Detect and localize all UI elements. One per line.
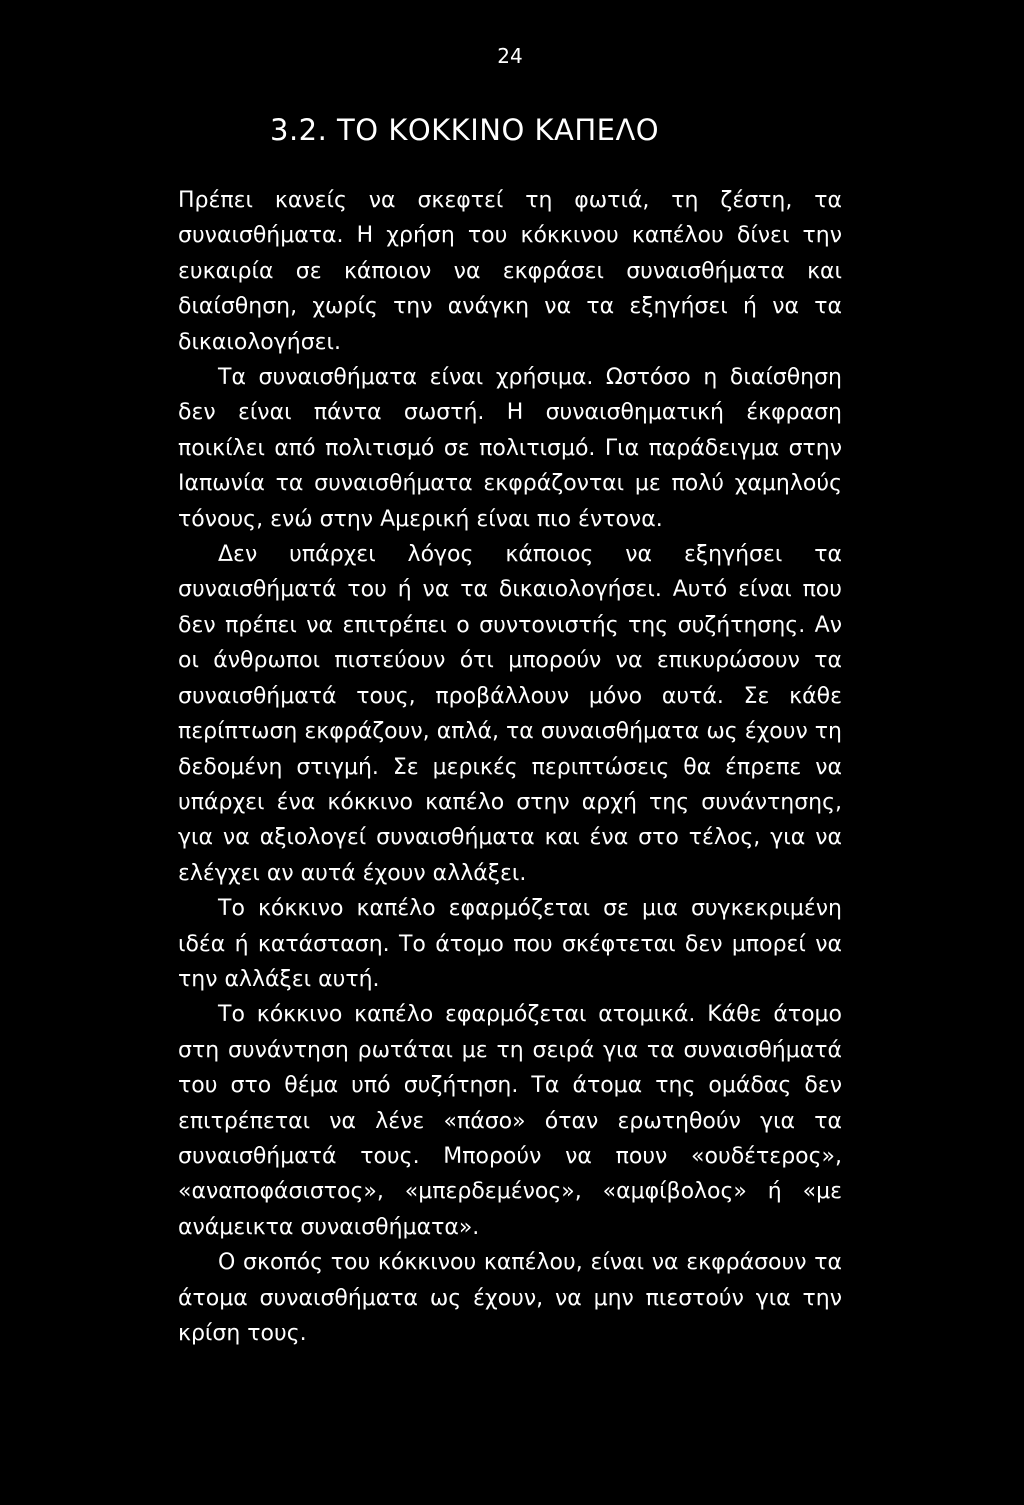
page-number: 24 [497,44,523,68]
paragraph: Το κόκκινο καπέλο εφαρμόζεται ατομικά. Κάθε άτομο στη συνάντηση ρωτάται με τη σειρά για τα συναισθήματά του στο θέμα υπό συζήτηση. Τα άτομα της ομάδας δεν επιτρέπεται να λένε «πάσο» όταν ερωτηθούν για τα συναισθήματά τους. Μπορούν να πουν «ουδέτερος», «αναποφάσιστος», «μπερδεμένος», «αμφίβολος» ή «με ανάμεικτα συναισθήματα». [178,1002,842,1240]
paragraph: Ο σκοπός του κόκκινου καπέλου, είναι να εκφράσουν τα άτομα συναισθήματα ως έχουν, να μην πιεστούν για την κρίση τους. [178,1250,842,1346]
paragraph: Τα συναισθήματα είναι χρήσιμα. Ωστόσο η διαίσθηση δεν είναι πάντα σωστή. Η συναισθηματική έκφραση ποικίλει από πολιτισμό σε πολιτισμό. Για παράδειγμα στην Ιαπωνία τα συναισθήματα εκφράζονται με πολύ χαμηλούς τόνους, ενώ στην Αμερική είναι πιο έντονα. [178,365,842,532]
paragraph: Δεν υπάρχει λόγος κάποιος να εξηγήσει τα συναισθήματά του ή να τα δικαιολογήσει. Αυτό είναι που δεν πρέπει να επιτρέπει ο συντονιστής της συζήτησης. Αν οι άνθρωποι πιστεύουν ότι μπορούν να επικυρώσουν τα συναισθήματά τους, προβάλλουν μόνο αυτά. Σε κάθε περίπτωση εκφράζουν, απλά, τα συναισθήματα ως έχουν τη δεδομένη στιγμή. Σε μερικές περιπτώσεις θα έπρεπε να υπάρχει ένα κόκκινο καπέλο στην αρχή της συνάντησης, για να αξιολογεί συναισθήματα και ένα στο τέλος, για να ελέγχει αν αυτά έχουν αλλάξει. [178,542,842,886]
paragraph: Το κόκκινο καπέλο εφαρμόζεται σε μια συγκεκριμένη ιδέα ή κατάσταση. Το άτομο που σκέφτεται δεν μπορεί να την αλλάξει αυτή. [178,896,842,992]
paragraph: Πρέπει κανείς να σκεφτεί τη φωτιά, τη ζέστη, τα συναισθήματα. Η χρήση του κόκκινου καπέλου δίνει την ευκαιρία σε κάποιον να εκφράσει συναισθήματα και διαίσθηση, χωρίς την ανάγκη να τα εξηγήσει ή να τα δικαιολογήσει. [178,188,842,355]
section-title: 3.2. ΤΟ ΚΟΚΚΙΝΟ ΚΑΠΕΛΟ [270,113,660,147]
body-text [178,183,842,1351]
